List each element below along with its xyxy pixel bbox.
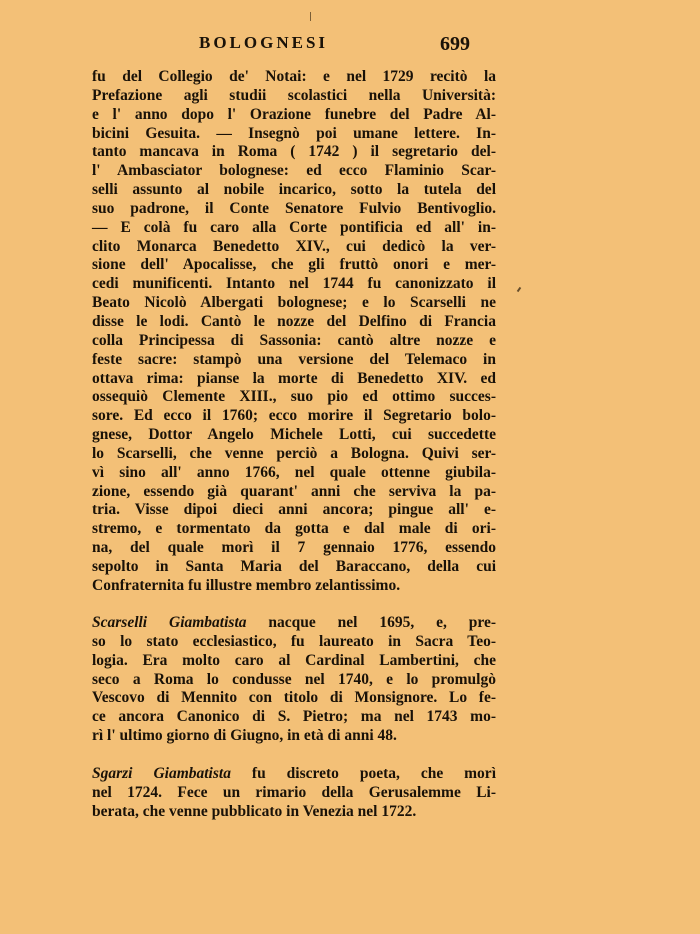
paragraph-first-line xyxy=(92,614,496,633)
entry-name: Sgarzi Giambatista xyxy=(92,765,231,782)
text-line: zione, essendo già quarant' anni che serviva la pa- xyxy=(92,482,496,500)
paragraph-scarselli-flaminio xyxy=(92,68,496,596)
text-line: tria. Visse dipoi dieci anni ancora; pingue all' e- xyxy=(92,501,496,519)
entry-first-line-text: fu discreto poeta, che morì xyxy=(230,765,496,782)
text-line: Vescovo di Mennito con titolo di Monsignore. Lo fe- xyxy=(92,689,496,707)
text-line: fu del Collegio de' Notai: e nel 1729 recitò la xyxy=(92,68,496,85)
text-line: na, del quale morì il 7 gennaio 1776, essendo xyxy=(92,539,496,557)
text-line: clito Monarca Benedetto XIV., cui dedicò la ver- xyxy=(92,237,496,255)
text-line: selli assunto al nobile incarico, sotto la tutela del xyxy=(92,181,496,199)
text-line: Confraternita fu illustre membro zelantissimo. xyxy=(92,576,401,594)
page-number: 699 xyxy=(440,33,470,55)
text-line: stremo, e tormentato da gotta e dal male di ori- xyxy=(92,520,496,538)
text-line: bicini Gesuita. — Insegnò poi umane lettere. In- xyxy=(92,124,496,142)
text-line: nel 1724. Fece un rimario della Gerusalemme Li- xyxy=(92,783,496,801)
text-line: sepolto in Santa Maria del Baraccano, della cui xyxy=(92,557,496,575)
text-line: lo Scarselli, che venne perciò a Bologna. Quivi ser- xyxy=(92,444,496,462)
text-line: l' Ambasciator bolognese: ed ecco Flaminio Scar- xyxy=(92,162,496,180)
text-line: — E colà fu caro alla Corte pontificia ed all' in- xyxy=(92,218,496,236)
text-line: seco a Roma lo condusse nel 1740, e lo promulgò xyxy=(92,670,496,688)
text-line: e l' anno dopo l' Orazione funebre del Padre Al- xyxy=(92,105,496,123)
text-line: logia. Era molto caro al Cardinal Lambertini, che xyxy=(92,651,496,669)
running-title: BOLOGNESI xyxy=(199,33,329,52)
text-line: Prefazione agli studii scolastici nella Università: xyxy=(92,86,496,104)
entry-name: Scarselli Giambatista xyxy=(92,614,247,631)
text-line: rì l' ultimo giorno di Giugno, in età di anni 48. xyxy=(92,727,397,745)
entry-first-line-text: nacque nel 1695, e, pre- xyxy=(246,614,496,631)
text-line: suo padrone, il Conte Senatore Fulvio Bentivoglio. xyxy=(92,199,496,217)
text-line: disse le lodi. Cantò le nozze del Delfino di Francia xyxy=(92,312,496,330)
paragraph-scarselli-giambatista xyxy=(92,614,496,746)
text-line: Beato Nicolò Albergati bolognese; e lo Scarselli ne xyxy=(92,294,496,312)
text-line: vì sino all' anno 1766, nel quale ottenne giubila- xyxy=(92,463,496,481)
text-line: colla Principessa di Sassonia: cantò altre nozze e xyxy=(92,331,496,349)
text-line: feste sacre: stampò una versione del Telemaco in xyxy=(92,350,496,368)
text-line: so lo stato ecclesiastico, fu laureato in Sacra Teo- xyxy=(92,632,496,650)
text-line: gnese, Dottor Angelo Michele Lotti, cui succedette xyxy=(92,426,496,444)
paragraph-first-line xyxy=(92,765,496,784)
text-line: sione dell' Apocalisse, che gli fruttò onori e mer- xyxy=(92,256,496,274)
print-mark xyxy=(310,12,311,21)
paragraph-sgarzi-giambatista xyxy=(92,765,496,822)
running-head xyxy=(95,33,495,59)
text-line: ossequiò Clemente XIII., suo pio ed ottimo succes- xyxy=(92,388,496,406)
text-line: ce ancora Canonico di S. Pietro; ma nel 1743 mo- xyxy=(92,708,496,726)
stray-ink-mark xyxy=(517,287,522,292)
text-line: berata, che venne pubblicato in Venezia nel 1722. xyxy=(92,802,417,820)
text-line: cedi munificenti. Intanto nel 1744 fu canonizzato il xyxy=(92,275,496,293)
text-line: sore. Ed ecco il 1760; ecco morire il Segretario bolo- xyxy=(92,407,496,425)
text-line: ottava rima: pianse la morte di Benedetto XIV. ed xyxy=(92,369,496,387)
text-line: tanto mancava in Roma ( 1742 ) il segretario del- xyxy=(92,143,496,161)
